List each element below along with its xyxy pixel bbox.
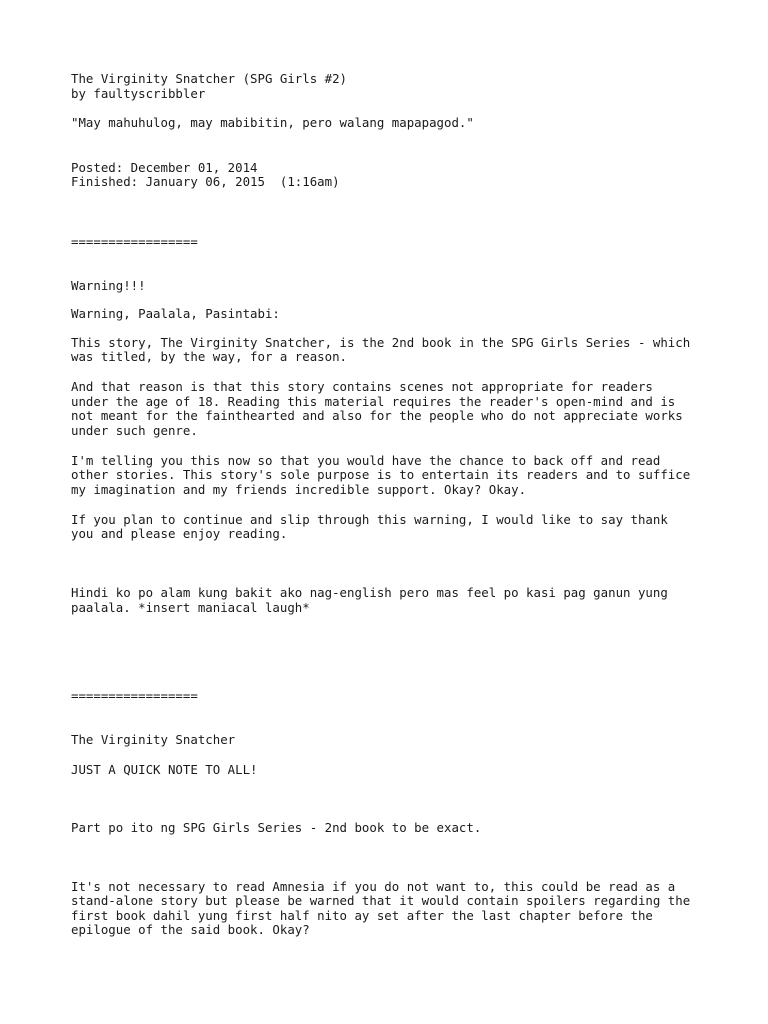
document-title: The Virginity Snatcher (SPG Girls #2)	[71, 71, 348, 86]
paragraph-line: under such genre.	[71, 423, 198, 438]
paragraph-line: paalala. *insert maniacal laugh*	[71, 600, 310, 615]
warning-heading: Warning!!!	[71, 278, 146, 293]
section-title: The Virginity Snatcher	[71, 732, 236, 747]
paragraph-line: under the age of 18. Reading this material requires the reader's open-mind and is	[71, 394, 676, 409]
finished-date: Finished: January 06, 2015 (1:16am)	[71, 174, 340, 189]
paragraph-line: not meant for the fainthearted and also for the people who do not appreciate works	[71, 408, 683, 423]
author-byline: by faultyscribbler	[71, 86, 206, 101]
paragraph-line: I'm telling you this now so that you would have the chance to back off and read	[71, 453, 661, 468]
separator: =================	[71, 688, 198, 703]
paragraph-line: This story, The Virginity Snatcher, is the 2nd book in the SPG Girls Series - which	[71, 335, 691, 350]
paragraph-line: If you plan to continue and slip through this warning, I would like to say thank	[71, 512, 668, 527]
paragraph-line: other stories. This story's sole purpose is to entertain its readers and to suffice	[71, 467, 691, 482]
paragraph-line: It's not necessary to read Amnesia if you do not want to, this could be read as a	[71, 879, 676, 894]
paragraph-line: first book dahil yung first half nito ay set after the last chapter before the	[71, 908, 653, 923]
paragraph-line: was titled, by the way, for a reason.	[71, 349, 348, 364]
paragraph-line: Hindi ko po alam kung bakit ako nag-english pero mas feel po kasi pag ganun yung	[71, 585, 668, 600]
quick-note: JUST A QUICK NOTE TO ALL!	[71, 762, 258, 777]
paragraph-line: my imagination and my friends incredible support. Okay? Okay.	[71, 482, 527, 497]
posted-date: Posted: December 01, 2014	[71, 160, 258, 175]
paragraph-line: And that reason is that this story contains scenes not appropriate for readers	[71, 379, 653, 394]
paragraph-line: stand-alone story but please be warned that it would contain spoilers regarding the	[71, 893, 691, 908]
paragraph-line: epilogue of the said book. Okay?	[71, 922, 310, 937]
warning-subheading: Warning, Paalala, Pasintabi:	[71, 306, 280, 321]
separator: =================	[71, 234, 198, 249]
part-note: Part po ito ng SPG Girls Series - 2nd book to be exact.	[71, 820, 482, 835]
tagline: "May mahuhulog, may mabibitin, pero walang mapapagod."	[71, 115, 474, 130]
paragraph-line: you and please enjoy reading.	[71, 526, 288, 541]
